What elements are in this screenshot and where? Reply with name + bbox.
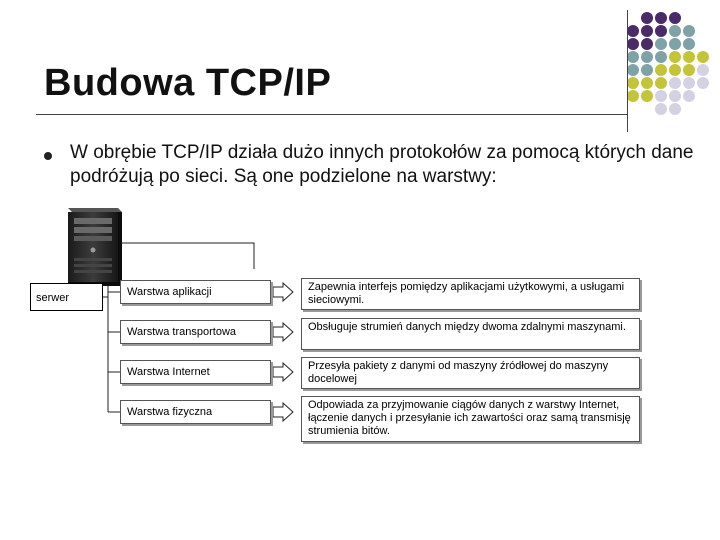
description-internet: Przesyła pakiety z danymi od maszyny źródłowej do maszyny docelowej [301,357,640,389]
arrow-icon [273,403,293,421]
description-transport: Obsługuje strumień danych między dwoma zdalnymi maszynami. [301,318,640,350]
arrow-icon [273,283,293,301]
description-physical: Odpowiada za przyjmowanie ciągów danych z warstwy Internet, łączenie danych i przesyłanie ich zawartości oraz samą transmisję strumienia bitów. [301,396,640,442]
layer-box-transport: Warstwa transportowa [120,320,271,344]
connector-line [108,243,254,269]
bullet-text: W obrębie TCP/IP działa dużo innych protokołów za pomocą których dane podróżują po sieci. Są one podzielone na warstwy: [70,142,694,187]
server-tower-icon [58,206,124,288]
slide-title: Budowa TCP/IP [44,62,332,104]
arrow-icon [273,323,293,341]
arrow-icon [273,283,293,421]
server-label: serwer [30,283,103,311]
description-application: Zapewnia interfejs pomiędzy aplikacjami użytkowymi, a usługami sieciowymi. [301,278,640,310]
arrow-icon [273,363,293,381]
layer-box-physical: Warstwa fizyczna [120,400,271,424]
layer-box-application: Warstwa aplikacji [120,280,271,304]
layer-box-internet: Warstwa Internet [120,360,271,384]
